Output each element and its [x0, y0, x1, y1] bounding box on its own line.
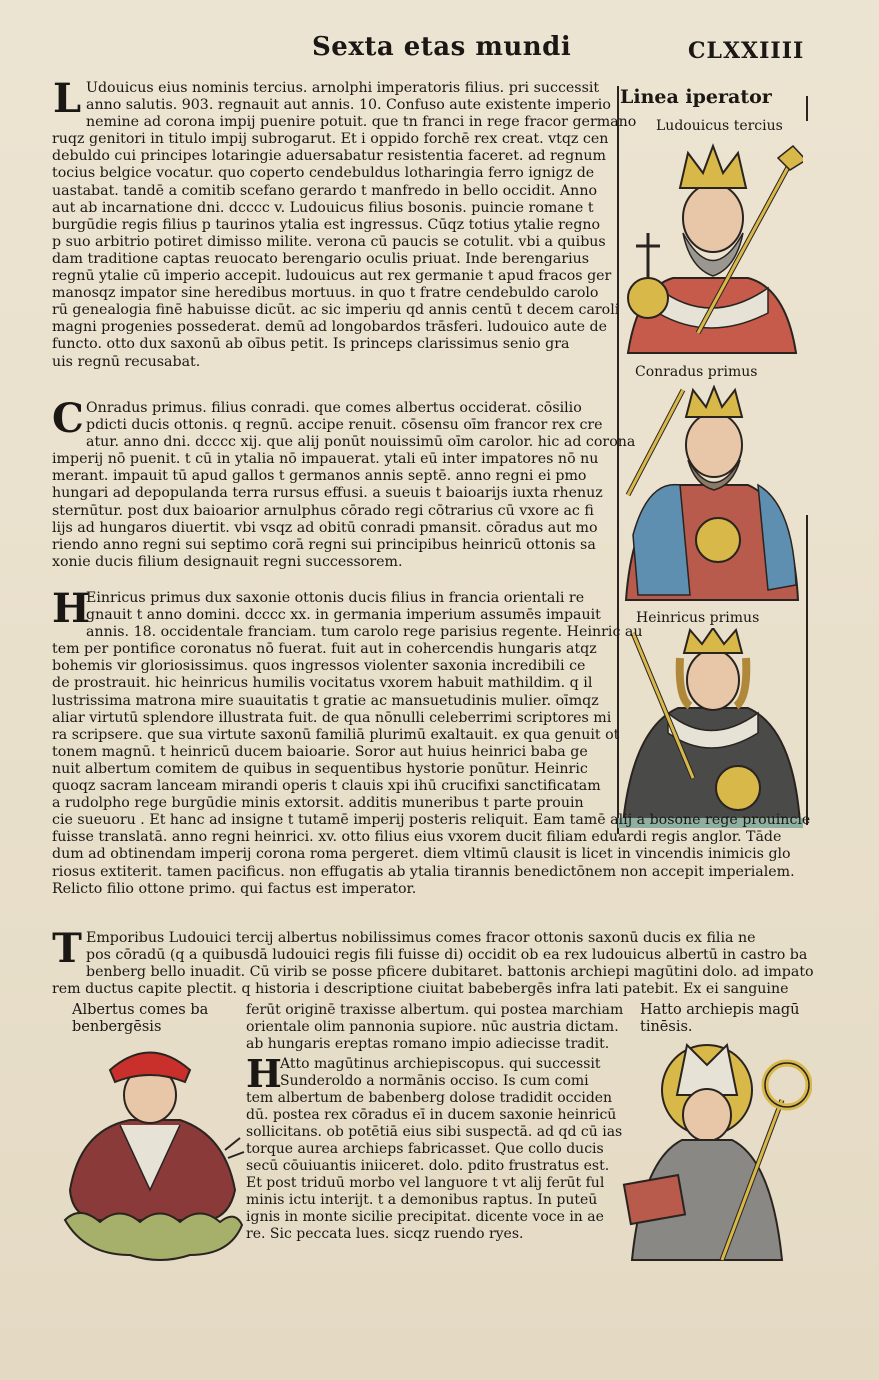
text-line: dū. postea rex cōradus eī in ducem saxonie heinricū — [246, 1107, 617, 1123]
text-line: manosqz impator sine heredibus mortuus. in quo t fratre cendebuldo carolo — [52, 285, 599, 302]
text-line: tonem magnū. t heinricū ducem baioarie. Soror aut huius heinrici baba ge — [52, 743, 588, 760]
text-line: Atto magūtinus archiepiscopus. qui successit — [280, 1056, 601, 1072]
albertus-portrait-woodcut — [60, 1040, 245, 1265]
text-line: minis ictu interijt. t a demonibus raptus. In puteū — [246, 1192, 598, 1208]
caption-line: Albertus comes ba — [72, 1002, 209, 1018]
text-line: benberg bello inuadit. Cū virib se posse pficere dubitaret. battonis archiepi magūtini dolo. ad impato — [86, 964, 814, 981]
text-line: rem ductus capite plectit. q historia i descriptione ciuitat babebergēs infra lati patebit. Ex ei sanguine — [52, 981, 789, 998]
text-line: Et post triduū morbo vel languore t vt alij ferūt ful — [246, 1175, 605, 1191]
text-line: ruqz genitori in titulo impij subrogarut. Et i oppido forchē rex creat. vtqz cen — [52, 131, 609, 148]
text-line: quoqz sacram lanceam mirandi operis t clauis xpi ihū crucifixi sanctificatam — [52, 778, 601, 795]
text-line: aut ab incarnatione dni. dcccc v. Ludouicus filius bosonis. puincie romane t — [52, 199, 594, 216]
text-line: Einricus primus dux saxonie ottonis ducis filius in francia orientali re — [86, 590, 585, 606]
initial-letter: T — [52, 925, 82, 972]
text-line: magni progenies possederat. demū ad longobardos trāsferi. ludouico aute de — [52, 319, 608, 336]
paragraph-conradus — [52, 395, 636, 571]
text-line: burgūdie regis filius p taurinos ytalia est ingressus. Cūqz totius ytalie regno — [52, 216, 601, 233]
text-line: re. Sic peccata lues. sicqz ruendo ryes. — [246, 1226, 524, 1242]
text-line: nemine ad corona impij puenire potuit. que tn franci in rege fracor germano — [86, 114, 637, 131]
paragraph-ludouicus — [52, 75, 637, 371]
text-line: lustrissima matrona mire suauitatis t gratie ac mansuetudinis mulier. oīmqz — [52, 692, 599, 709]
text-line: debuldo cui principes lotaringie aduersabatur resistentia faceret. ad regnum — [52, 148, 606, 165]
conradus-portrait-woodcut — [618, 385, 803, 610]
text-line: functo. otto dux saxonū ab oībus petit. Is princeps clarissimus senio gra — [52, 336, 570, 353]
text-line: nuit albertum comitem de quibus in sequentibus hystorie ponūtur. Heinric — [52, 760, 588, 777]
ludouicus-portrait-woodcut — [618, 138, 803, 363]
text-line: tem per pontifice coronatus nō fuerat. fuit aut in cohercendis hungaris atqz — [52, 641, 597, 658]
lineage-heading: Linea iperator — [620, 86, 772, 108]
text-albertus-origin — [246, 1002, 623, 1053]
text-line: ferūt originē traxisse albertum. qui postea marchiam — [246, 1002, 624, 1018]
text-line: a rudolpho rege burgūdie minis extorsit. additis muneribus t parte prouin — [52, 795, 584, 812]
text-line: riendo anno regni sui septimo corā regni sui principibus heinricū ottonis sa — [52, 536, 596, 553]
caption-line: tinēsis. — [640, 1019, 693, 1035]
initial-letter: H — [246, 1051, 282, 1096]
text-line: p suo arbitrio potiret dimisso milite. verona cū paucis se cotulit. vbi a quibus — [52, 233, 606, 250]
text-line: lijs ad hungaros diuertit. vbi vsqz ad obitū conradi pmansit. cōradus aut mo — [52, 519, 598, 536]
text-line: atur. anno dni. dcccc xij. que alij ponūt nouissimū oīm carolor. hic ad corona — [86, 434, 636, 451]
albertus-caption — [72, 1002, 208, 1036]
text-line: xonie ducis filium designauit regni successorem. — [52, 553, 403, 570]
text-line: Sunderoldo a normānis occiso. Is cum comi — [280, 1073, 589, 1089]
initial-letter: C — [52, 395, 84, 442]
text-line: ab hungaris ereptas romano impio adiecisse tradit. — [246, 1036, 610, 1052]
text-line: dum ad obtinendam imperij corona roma pergeret. diem vltimū clausit is licet in vincendis inimicis glo — [52, 846, 791, 863]
text-line: uastabat. tandē a comitib scefano gerardo t manfredo in bello occidit. Anno — [52, 182, 597, 199]
hatto-caption — [640, 1002, 800, 1036]
ruler-label: Ludouicus tercius — [656, 118, 783, 134]
text-line: tocius belgice vocatur. quo coperto cendebuldus lotharingia ferro ignigz de — [52, 165, 595, 182]
paragraph-hatto — [246, 1051, 623, 1243]
paragraph-heinricus — [52, 585, 811, 898]
text-line: imperij nō puenit. t cū in ytalia nō impauerat. ytali eū inter impatores nō nu — [52, 451, 599, 468]
hatto-portrait-woodcut — [622, 1040, 812, 1265]
text-line: bohemis vir gloriosissimus. quos ingressos violenter saxonia incredibili ce — [52, 658, 586, 675]
caption-line: benbergēsis — [72, 1019, 162, 1035]
text-line: gnauit t anno domini. dcccc xx. in germania imperium assumēs impauit — [86, 607, 601, 624]
text-line: rū genealogia finē habuisse dicūt. ac sic imperiu qd annis centū t decem caroli — [52, 302, 620, 319]
text-line: hungari ad depopulanda terra rursus effusi. a sueuis t baioarijs iuxta rhenuz — [52, 485, 603, 502]
text-line: tem albertum de babenberg dolose tradidit occiden — [246, 1090, 613, 1106]
text-line: aliar virtutū splendore illustrata fuit. de qua nōnulli celeberrimi scriptores mi — [52, 709, 612, 726]
text-line: secū cōuiuantis iniiceret. dolo. pdito frustratus est. — [246, 1158, 610, 1174]
paragraph-albertus — [52, 925, 814, 998]
text-line: de prostrauit. hic heinricus humilis vocitatus vxorem habuit mathildim. q il — [52, 675, 593, 692]
ruler-label: Conradus primus — [635, 364, 758, 380]
text-line: pdicti ducis ottonis. q regnū. accipe renuit. cōsensu oīm francor rex cre — [86, 417, 603, 434]
text-line: orientale olim pannonia supiore. nūc austria dictam. — [246, 1019, 619, 1035]
text-line: Relicto filio ottone primo. qui factus est imperator. — [52, 880, 417, 897]
lineage-rule — [806, 96, 808, 121]
caption-line: Hatto archiepis magū — [640, 1002, 800, 1018]
text-line: sternūtur. post dux baioarior arnulphus cōrado regi cōtrarius cū vxore ac fi — [52, 502, 594, 519]
text-line: sollicitans. ob potētiā eius sibi suspectā. ad qd cū ias — [246, 1124, 623, 1140]
text-line: uis regnū recusabat. — [52, 353, 201, 370]
folio-number: CLXXIIII — [688, 38, 805, 64]
initial-letter: L — [52, 75, 82, 122]
text-line: annis. 18. occidentale franciam. tum carolo rege parisius regente. Heinric au — [86, 624, 643, 641]
initial-letter: H — [52, 585, 90, 632]
text-line: anno salutis. 903. regnauit aut annis. 10. Confuso aute existente imperio — [86, 97, 611, 114]
text-line: ignis in monte sicilie precipitat. dicente voce in ae — [246, 1209, 604, 1225]
text-line: fuisse translatā. anno regni heinrici. xv. otto filius eius vxorem ducit filiam eduardi regis anglor. Tāde — [52, 829, 782, 846]
text-line: ra scripsere. que sua virtute saxonū familiā plurimū exaltauit. ex qua genuit ot — [52, 726, 620, 743]
text-line: dam traditione captas reuocato berengario oculis priuat. Inde berengarius — [52, 250, 590, 267]
text-line: torque aurea archieps fabricasset. Que collo ducis — [246, 1141, 604, 1157]
ruler-label: Heinricus primus — [636, 610, 760, 626]
text-line: regnū ytalie cū imperio accepit. ludouicus aut rex germanie t apud fracos ger — [52, 268, 612, 285]
text-line: Emporibus Ludouici tercij albertus nobilissimus comes fracor ottonis saxonū ducis ex filia ne — [86, 930, 756, 946]
text-line: merant. impauit tū apud gallos t germanos annis septē. anno regni ei pmo — [52, 468, 587, 485]
text-line: Onradus primus. filius conradi. que comes albertus occiderat. cōsilio — [86, 400, 582, 416]
text-line: riosus extiterit. tamen pacificus. non effugatis ab ytalia tirannis benedictōnem non accepit imperialem. — [52, 863, 795, 880]
text-line: cie sueuoru . Et hanc ad insigne t tutamē imperij posteris reliquit. Eam tamē alij a bosone rege prouincie — [52, 812, 811, 829]
text-line: Udouicus eius nominis tercius. arnolphi imperatoris filius. pri successit — [86, 80, 600, 96]
text-line: pos cōradū (q a quibusdā ludouici regis fili fuisse di) occidit ob ea rex ludouicus albertū in castro ba — [86, 947, 808, 964]
page-running-title: Sexta etas mundi — [312, 32, 572, 62]
